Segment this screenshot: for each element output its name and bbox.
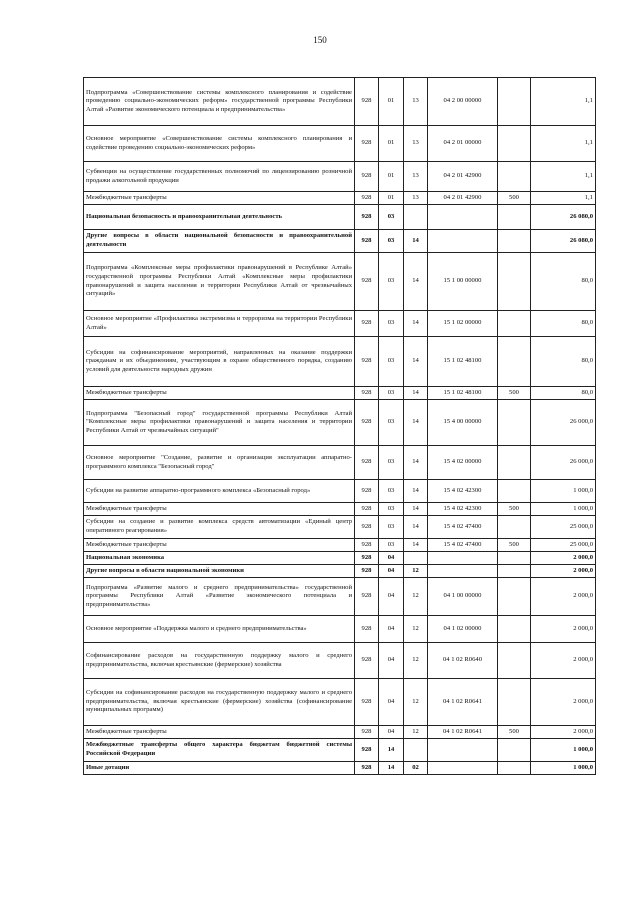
target-article-cell: 04 1 02 R0641 <box>428 679 498 726</box>
row-name-cell: Межбюджетные трансферты <box>84 387 355 400</box>
subsection-cell: 12 <box>404 726 428 739</box>
target-article-cell <box>428 565 498 578</box>
section-cell: 14 <box>379 739 404 762</box>
section-cell: 03 <box>379 516 404 539</box>
section-cell: 01 <box>379 192 404 205</box>
subsection-cell: 14 <box>404 387 428 400</box>
section-cell: 04 <box>379 565 404 578</box>
expense-type-cell <box>498 230 531 253</box>
section-cell: 03 <box>379 205 404 230</box>
target-article-cell: 15 4 02 42300 <box>428 503 498 516</box>
section-cell: 03 <box>379 337 404 387</box>
section-cell: 01 <box>379 162 404 192</box>
section-cell: 04 <box>379 552 404 565</box>
row-name-cell: Национальная экономика <box>84 552 355 565</box>
ministry-code-cell: 928 <box>355 205 379 230</box>
section-cell: 03 <box>379 387 404 400</box>
table-row <box>84 230 596 253</box>
target-article-cell: 15 1 02 48100 <box>428 387 498 400</box>
section-cell: 03 <box>379 539 404 552</box>
row-name-cell: Национальная безопасность и правоохранительная деятельность <box>84 205 355 230</box>
target-article-cell <box>428 739 498 762</box>
section-cell: 03 <box>379 311 404 337</box>
subsection-cell: 12 <box>404 578 428 616</box>
subsection-cell: 12 <box>404 679 428 726</box>
table-row <box>84 679 596 726</box>
section-cell: 03 <box>379 400 404 446</box>
expense-type-cell <box>498 616 531 643</box>
expense-type-cell <box>498 126 531 162</box>
target-article-cell <box>428 552 498 565</box>
table-row <box>84 762 596 775</box>
subsection-cell: 14 <box>404 337 428 387</box>
subsection-cell: 14 <box>404 516 428 539</box>
expense-type-cell <box>498 205 531 230</box>
subsection-cell: 14 <box>404 539 428 552</box>
target-article-cell: 15 1 02 48100 <box>428 337 498 387</box>
ministry-code-cell: 928 <box>355 578 379 616</box>
table-row <box>84 126 596 162</box>
table-row <box>84 552 596 565</box>
table-row <box>84 205 596 230</box>
row-name-cell: Иные дотации <box>84 762 355 775</box>
table-row <box>84 311 596 337</box>
ministry-code-cell: 928 <box>355 162 379 192</box>
subsection-cell <box>404 205 428 230</box>
target-article-cell: 04 1 02 R0640 <box>428 643 498 679</box>
amount-cell: 2 000,0 <box>531 578 596 616</box>
ministry-code-cell: 928 <box>355 616 379 643</box>
subsection-cell: 14 <box>404 480 428 503</box>
ministry-code-cell: 928 <box>355 503 379 516</box>
ministry-code-cell: 928 <box>355 311 379 337</box>
expense-type-cell <box>498 552 531 565</box>
section-cell: 01 <box>379 78 404 126</box>
amount-cell: 80,0 <box>531 253 596 311</box>
row-name-cell: Межбюджетные трансферты <box>84 539 355 552</box>
ministry-code-cell: 928 <box>355 400 379 446</box>
amount-cell: 2 000,0 <box>531 679 596 726</box>
section-cell: 03 <box>379 230 404 253</box>
subsection-cell: 12 <box>404 565 428 578</box>
ministry-code-cell: 928 <box>355 446 379 480</box>
ministry-code-cell: 928 <box>355 539 379 552</box>
table-row <box>84 726 596 739</box>
expense-type-cell <box>498 762 531 775</box>
target-article-cell: 04 1 02 R0641 <box>428 726 498 739</box>
expense-type-cell: 500 <box>498 726 531 739</box>
target-article-cell: 04 1 00 00000 <box>428 578 498 616</box>
ministry-code-cell: 928 <box>355 230 379 253</box>
target-article-cell: 15 1 02 00000 <box>428 311 498 337</box>
target-article-cell: 04 2 01 00000 <box>428 126 498 162</box>
ministry-code-cell: 928 <box>355 192 379 205</box>
subsection-cell: 14 <box>404 400 428 446</box>
table-row <box>84 446 596 480</box>
amount-cell: 2 000,0 <box>531 552 596 565</box>
amount-cell: 80,0 <box>531 311 596 337</box>
expense-type-cell <box>498 400 531 446</box>
section-cell: 04 <box>379 726 404 739</box>
ministry-code-cell: 928 <box>355 762 379 775</box>
section-cell: 03 <box>379 503 404 516</box>
amount-cell: 1 000,0 <box>531 503 596 516</box>
expense-type-cell: 500 <box>498 503 531 516</box>
section-cell: 03 <box>379 480 404 503</box>
ministry-code-cell: 928 <box>355 679 379 726</box>
ministry-code-cell: 928 <box>355 337 379 387</box>
subsection-cell: 14 <box>404 253 428 311</box>
target-article-cell <box>428 230 498 253</box>
subsection-cell: 13 <box>404 126 428 162</box>
expense-type-cell <box>498 565 531 578</box>
ministry-code-cell: 928 <box>355 726 379 739</box>
table-row <box>84 643 596 679</box>
expense-type-cell <box>498 643 531 679</box>
row-name-cell: Межбюджетные трансферты <box>84 192 355 205</box>
ministry-code-cell: 928 <box>355 565 379 578</box>
row-name-cell: Межбюджетные трансферты <box>84 503 355 516</box>
table-row <box>84 739 596 762</box>
subsection-cell: 14 <box>404 230 428 253</box>
expense-type-cell: 500 <box>498 192 531 205</box>
amount-cell: 26 080,0 <box>531 230 596 253</box>
table-row <box>84 578 596 616</box>
expense-type-cell <box>498 480 531 503</box>
amount-cell: 80,0 <box>531 337 596 387</box>
amount-cell: 25 000,0 <box>531 516 596 539</box>
expense-type-cell <box>498 78 531 126</box>
section-cell: 04 <box>379 643 404 679</box>
table-row <box>84 400 596 446</box>
subsection-cell: 14 <box>404 311 428 337</box>
row-name-cell: Субвенции на осуществление государственных полномочий по лицензированию розничной продажи алкогольной продукции <box>84 162 355 192</box>
subsection-cell: 14 <box>404 503 428 516</box>
row-name-cell: Основное мероприятие «Поддержка малого и среднего предпринимательства» <box>84 616 355 643</box>
amount-cell: 2 000,0 <box>531 726 596 739</box>
expense-type-cell <box>498 679 531 726</box>
row-name-cell: Подпрограмма «Комплексные меры профилактики правонарушений в Республике Алтай» государственной программы Республики Алтай «Комплексные меры профилактики правонарушений и защита населения и территории Республики Алтай от чрезвычайных ситуаций» <box>84 253 355 311</box>
amount-cell: 1 000,0 <box>531 762 596 775</box>
row-name-cell: Подпрограмма «Развитие малого и среднего предпринимательства» государственной программы Республики Алтай «Развитие экономического потенциала и предпринимательства» <box>84 578 355 616</box>
ministry-code-cell: 928 <box>355 552 379 565</box>
subsection-cell <box>404 552 428 565</box>
amount-cell: 1,1 <box>531 162 596 192</box>
amount-cell: 80,0 <box>531 387 596 400</box>
table-row <box>84 387 596 400</box>
expense-type-cell <box>498 337 531 387</box>
target-article-cell: 04 1 02 00000 <box>428 616 498 643</box>
table-row <box>84 616 596 643</box>
ministry-code-cell: 928 <box>355 516 379 539</box>
budget-table <box>83 77 596 775</box>
subsection-cell: 02 <box>404 762 428 775</box>
expense-type-cell: 500 <box>498 387 531 400</box>
ministry-code-cell: 928 <box>355 643 379 679</box>
row-name-cell: Межбюджетные трансферты общего характера бюджетам бюджетной системы Российской Федерации <box>84 739 355 762</box>
section-cell: 01 <box>379 126 404 162</box>
expense-type-cell <box>498 162 531 192</box>
row-name-cell: Основное мероприятие «Совершенствование системы комплексного планирования и содействие проведению социально-экономических реформ» <box>84 126 355 162</box>
table-row <box>84 162 596 192</box>
amount-cell: 26 000,0 <box>531 446 596 480</box>
expense-type-cell <box>498 446 531 480</box>
row-name-cell: Другие вопросы в области национальной безопасности и правоохранительной деятельности <box>84 230 355 253</box>
table-row <box>84 192 596 205</box>
expense-type-cell <box>498 516 531 539</box>
subsection-cell: 13 <box>404 192 428 205</box>
table-row <box>84 337 596 387</box>
table-row <box>84 503 596 516</box>
amount-cell: 1,1 <box>531 126 596 162</box>
subsection-cell: 13 <box>404 78 428 126</box>
table-row <box>84 539 596 552</box>
section-cell: 03 <box>379 446 404 480</box>
page-number: 150 <box>313 35 327 45</box>
target-article-cell: 04 2 01 42900 <box>428 192 498 205</box>
target-article-cell: 15 1 00 00000 <box>428 253 498 311</box>
row-name-cell: Подпрограмма "Безопасный город" государственной программы Республики Алтай "Комплексные меры профилактики правонарушений и защита населения и территории Республики Алтай от чрезвычайных ситуаций" <box>84 400 355 446</box>
ministry-code-cell: 928 <box>355 739 379 762</box>
row-name-cell: Субсидии на развитие аппаратно-программного комплекса «Безопасный город» <box>84 480 355 503</box>
target-article-cell: 15 4 00 00000 <box>428 400 498 446</box>
subsection-cell: 14 <box>404 446 428 480</box>
section-cell: 03 <box>379 253 404 311</box>
section-cell: 04 <box>379 616 404 643</box>
target-article-cell: 15 4 02 42300 <box>428 480 498 503</box>
target-article-cell <box>428 762 498 775</box>
amount-cell: 2 000,0 <box>531 643 596 679</box>
table-row <box>84 565 596 578</box>
expense-type-cell <box>498 739 531 762</box>
amount-cell: 1 000,0 <box>531 739 596 762</box>
section-cell: 04 <box>379 578 404 616</box>
row-name-cell: Межбюджетные трансферты <box>84 726 355 739</box>
expense-type-cell: 500 <box>498 539 531 552</box>
target-article-cell <box>428 205 498 230</box>
table-row <box>84 78 596 126</box>
amount-cell: 2 000,0 <box>531 565 596 578</box>
table-row <box>84 480 596 503</box>
section-cell: 14 <box>379 762 404 775</box>
row-name-cell: Софинансирование расходов на государственную поддержку малого и среднего предпринимательства, включая крестьянские (фермерские) хозяйства <box>84 643 355 679</box>
table-row <box>84 516 596 539</box>
ministry-code-cell: 928 <box>355 387 379 400</box>
section-cell: 04 <box>379 679 404 726</box>
subsection-cell: 13 <box>404 162 428 192</box>
ministry-code-cell: 928 <box>355 78 379 126</box>
amount-cell: 2 000,0 <box>531 616 596 643</box>
amount-cell: 1,1 <box>531 78 596 126</box>
subsection-cell: 12 <box>404 643 428 679</box>
target-article-cell: 15 4 02 47400 <box>428 539 498 552</box>
target-article-cell: 04 2 01 42900 <box>428 162 498 192</box>
table-row <box>84 253 596 311</box>
budget-table-body <box>84 78 596 775</box>
amount-cell: 25 000,0 <box>531 539 596 552</box>
ministry-code-cell: 928 <box>355 253 379 311</box>
subsection-cell <box>404 739 428 762</box>
amount-cell: 1,1 <box>531 192 596 205</box>
row-name-cell: Субсидии на софинансирование расходов на государственную поддержку малого и среднего предпринимательства, включая крестьянские (фермерские) хозяйства (софинансирование муниципальных программ) <box>84 679 355 726</box>
subsection-cell: 12 <box>404 616 428 643</box>
target-article-cell: 04 2 00 00000 <box>428 78 498 126</box>
row-name-cell: Субсидии на создание и развитие комплекса средств автоматизации «Единый центр оперативного реагирования» <box>84 516 355 539</box>
row-name-cell: Основное мероприятие «Профилактика экстремизма и терроризма на территории Республики Алтай» <box>84 311 355 337</box>
ministry-code-cell: 928 <box>355 126 379 162</box>
row-name-cell: Подпрограмма «Совершенствование системы комплексного планирования и содействие проведению социально-экономических реформ» государственной программы Республики Алтай «Развитие экономического потенциала и предпринимательства» <box>84 78 355 126</box>
target-article-cell: 15 4 02 47400 <box>428 516 498 539</box>
row-name-cell: Основное мероприятие "Создание, развитие и организация эксплуатации аппаратно-программного комплекса "Безопасный город" <box>84 446 355 480</box>
amount-cell: 26 080,0 <box>531 205 596 230</box>
expense-type-cell <box>498 253 531 311</box>
ministry-code-cell: 928 <box>355 480 379 503</box>
amount-cell: 26 000,0 <box>531 400 596 446</box>
expense-type-cell <box>498 311 531 337</box>
expense-type-cell <box>498 578 531 616</box>
amount-cell: 1 000,0 <box>531 480 596 503</box>
target-article-cell: 15 4 02 00000 <box>428 446 498 480</box>
row-name-cell: Субсидии на софинансирование мероприятий, направленных на оказание поддержки гражданам и их объединениям, участвующим в охране общественного порядка, созданию условий для деятельности народных дружин <box>84 337 355 387</box>
row-name-cell: Другие вопросы в области национальной экономики <box>84 565 355 578</box>
